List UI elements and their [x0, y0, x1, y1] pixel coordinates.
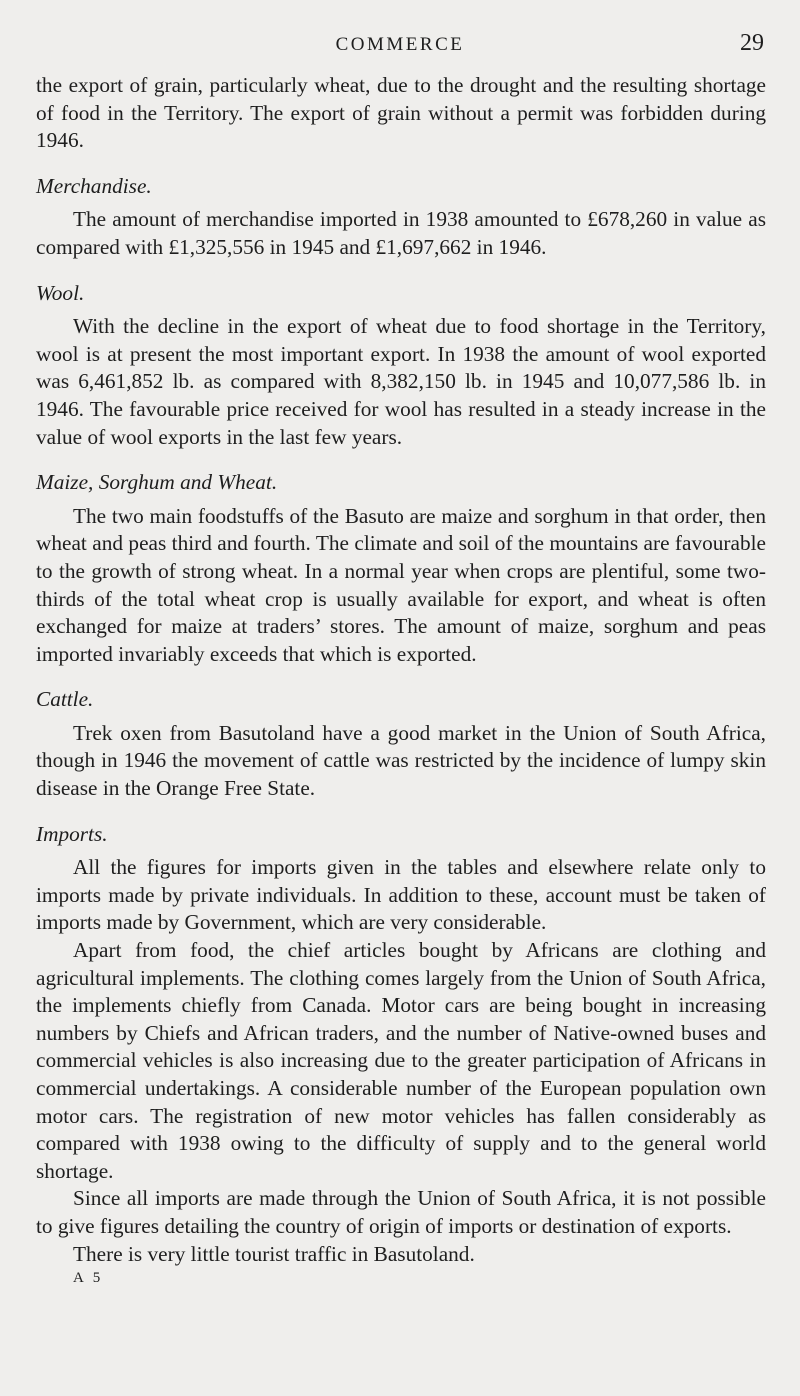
- paragraph: Apart from food, the chief articles bought by Africans are clothing and agricultural implements. The clothing comes largely from the Union of South Africa, the implements chiefly from Canada. Motor cars are being bought in increasing numbers by Chiefs and African traders, and the number of Native-owned buses and commercial vehicles is also increasing due to the greater participation of Africans in commercial undertakings. A considerable number of the European population own motor cars. The registration of new motor vehicles has fallen considerably as compared with 1938 owing to the difficulty of supply and to the general world shortage.: [36, 938, 766, 1183]
- section-cattle: [36, 686, 766, 802]
- paragraph: Trek oxen from Basutoland have a good market in the Union of South Africa, though in 1946 the movement of cattle was restricted by the incidence of lumpy skin disease in the Orange Free State.: [36, 720, 766, 801]
- continued-paragraph: the export of grain, particularly wheat, due to the drought and the resulting shortage of food in the Territory. The export of grain without a permit was forbidden during 1946.: [36, 73, 766, 153]
- section-heading: Wool.: [36, 280, 85, 305]
- section-maize-sorghum-wheat: [36, 469, 766, 668]
- paragraph: All the figures for imports given in the tables and elsewhere relate only to imports made by private individuals. In addition to these, account must be taken of imports made by Government, which are very considerable.: [36, 855, 766, 935]
- running-title: COMMERCE: [335, 34, 465, 55]
- section-wool: [36, 280, 766, 452]
- paragraph: Since all imports are made through the Union of South Africa, it is not possible to give figures detailing the country of origin of imports or destination of exports.: [36, 1186, 766, 1238]
- paragraph: There is very little tourist traffic in Basutoland.: [73, 1241, 475, 1266]
- paragraph: The amount of merchandise imported in 1938 amounted to £678,260 in value as compared with £1,325,556 in 1945 and £1,697,662 in 1946.: [36, 207, 766, 259]
- page-body: [36, 72, 766, 1288]
- section-heading: Imports.: [36, 821, 108, 846]
- page-number: 29: [740, 30, 764, 56]
- section-merchandise: [36, 173, 766, 262]
- paragraph: The two main foodstuffs of the Basuto are maize and sorghum in that order, then wheat and peas third and fourth. The climate and soil of the mountains are favourable to the growth of strong wheat. In a normal year when crops are plentiful, some two-thirds of the total wheat crop is usually available for export, and wheat is often exchanged for maize at traders’ stores. The amount of maize, sorghum and peas imported invariably exceeds that which is exported.: [36, 503, 766, 666]
- section-heading: Cattle.: [36, 687, 94, 712]
- paragraph: With the decline in the export of wheat due to food shortage in the Territory, wool is at present the most important export. In 1938 the amount of wool exported was 6,461,852 lb. as compared with 8,382,150 lb. in 1945 and 10,077,586 lb. in 1946. The favourable price received for wool has resulted in a steady increase in the value of wool exports in the last few years.: [36, 314, 766, 449]
- section-heading: Merchandise.: [36, 173, 152, 198]
- printer-signature-mark: A 5: [73, 1270, 104, 1287]
- running-header: [0, 30, 800, 60]
- section-imports: [36, 821, 766, 1269]
- section-heading: Maize, Sorghum and Wheat.: [36, 470, 278, 495]
